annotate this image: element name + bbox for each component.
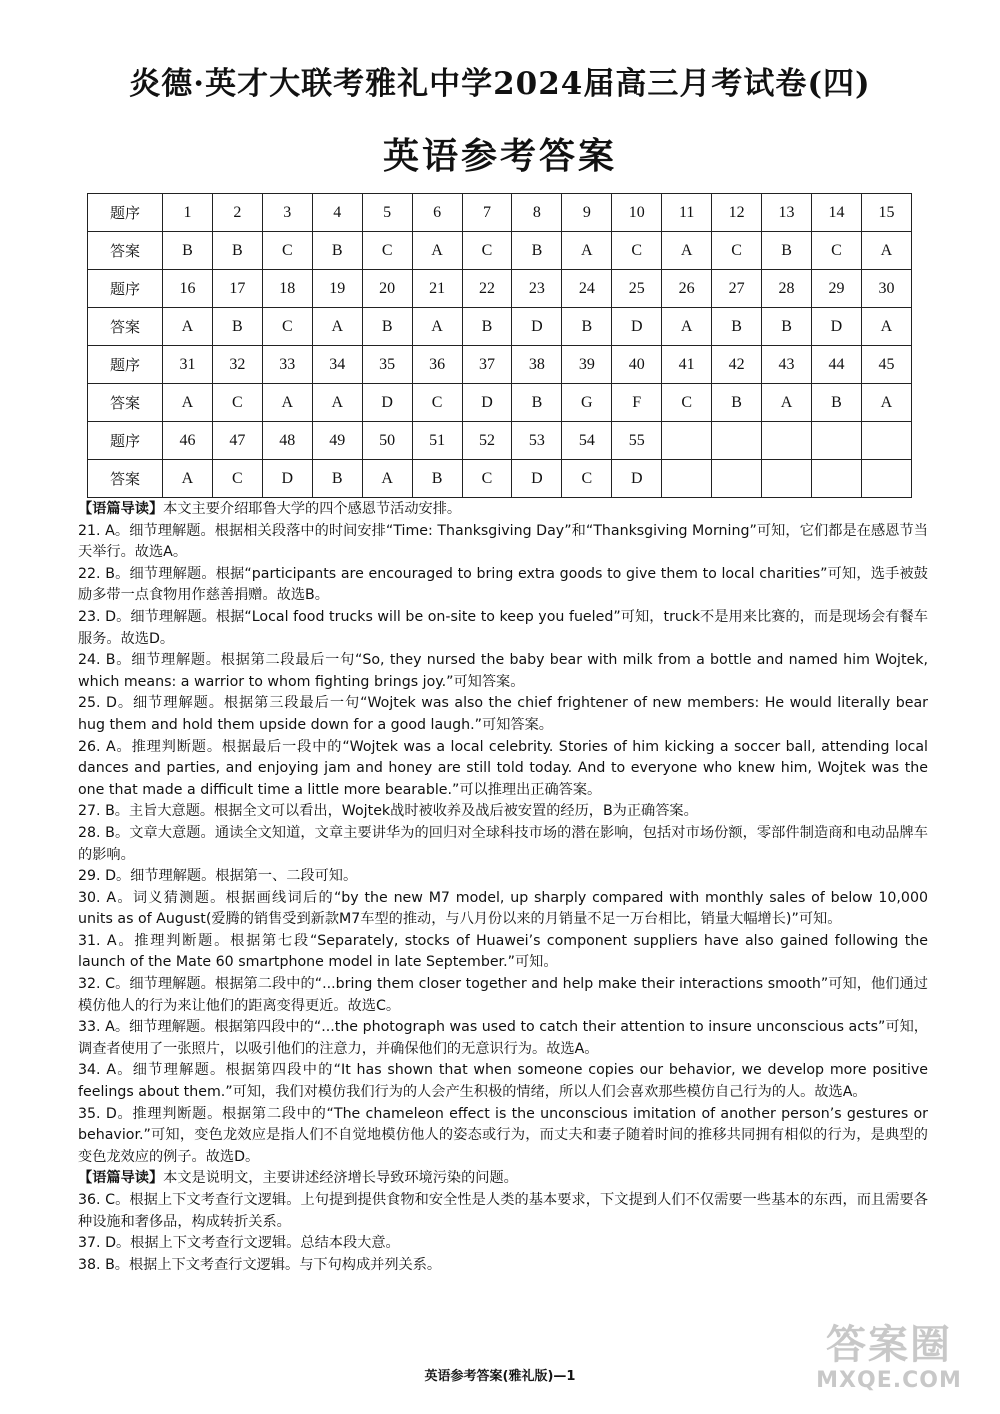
answer-explanation: 32. C。细节理解题。根据第二段中的“...bring them closer together and help make their interactions smooth”可知，他们通过模仿他人的行为来让他们的距离变得更近。故选C。 (78, 976, 928, 1014)
answer-cell: D (512, 460, 562, 498)
answer-row (88, 460, 912, 498)
explanation-group-2 (78, 1190, 928, 1276)
answer-explanation: 28. B。文章大意题。通读全文知道，文章主要讲华为的回归对全球科技市场的潜在影响，包括对市场份额，零部件制造商和电动品牌车的影响。 (78, 824, 928, 863)
answer-cell (662, 460, 712, 498)
row-label: 题序 (88, 346, 163, 384)
question-number-cell: 32 (212, 346, 262, 384)
answer-cell (861, 460, 911, 498)
answer-row (88, 232, 912, 270)
answer-cell: A (662, 232, 712, 270)
question-number-cell: 23 (512, 270, 562, 308)
question-number-cell: 8 (512, 194, 562, 232)
question-number-cell: 36 (412, 346, 462, 384)
question-number-cell: 54 (562, 422, 612, 460)
page-footer: 英语参考答案(雅礼版)—1 (424, 1369, 576, 1384)
question-number-cell: 50 (362, 422, 412, 460)
answer-cell: A (312, 384, 362, 422)
answer-cell: A (362, 460, 412, 498)
question-number-cell: 30 (861, 270, 911, 308)
answer-cell: B (163, 232, 213, 270)
question-number-cell: 55 (612, 422, 662, 460)
answer-cell: D (512, 308, 562, 346)
question-number-cell: 14 (811, 194, 861, 232)
question-number-cell: 48 (262, 422, 312, 460)
answer-cell: B (512, 232, 562, 270)
answer-cell: C (212, 460, 262, 498)
answer-cell: B (412, 460, 462, 498)
answer-cell: B (362, 308, 412, 346)
question-number-cell: 33 (262, 346, 312, 384)
question-number-cell (662, 422, 712, 460)
answer-explanation: 33. A。细节理解题。根据第四段中的“...the photograph was used to catch their attention to insure unconscious acts”可知，调查者使用了一张照片，以吸引他们的注意力，并确保他们的无意识行为。故选A。 (78, 1019, 928, 1057)
question-number-cell: 51 (412, 422, 462, 460)
answer-cell: C (212, 384, 262, 422)
answer-explanation: 38. B。根据上下文考查行文逻辑。与下句构成并列关系。 (78, 1256, 442, 1273)
question-number-cell: 39 (562, 346, 612, 384)
answer-cell: D (462, 384, 512, 422)
answer-cell: D (362, 384, 412, 422)
question-number-cell: 29 (811, 270, 861, 308)
answer-cell: B (212, 232, 262, 270)
question-number-cell: 22 (462, 270, 512, 308)
answer-explanation: 22. B。细节理解题。根据“participants are encouraged to bring extra goods to give them to local charities”可知，选手被鼓励多带一点食物用作慈善捐赠。故选B。 (78, 565, 928, 604)
question-number-cell (712, 422, 762, 460)
answer-cell: C (662, 384, 712, 422)
answer-cell: D (811, 308, 861, 346)
answer-cell (811, 460, 861, 498)
question-number-cell: 47 (212, 422, 262, 460)
answer-cell (712, 460, 762, 498)
guide-tag: 【语篇导读】 (78, 501, 164, 517)
question-number-row (88, 194, 912, 232)
question-number-cell (762, 422, 812, 460)
watermark-logo-text: 答案圈 (826, 1322, 952, 1368)
question-number-cell: 10 (612, 194, 662, 232)
answer-cell: C (262, 308, 312, 346)
answer-explanation: 23. D。细节理解题。根据“Local food trucks will be on-site to keep you fueled”可知，truck不是用来比赛的，而是现场会有餐车服务。故选D。 (78, 608, 928, 647)
answer-cell: A (412, 232, 462, 270)
answer-cell: B (712, 308, 762, 346)
row-label: 答案 (88, 384, 163, 422)
reading-guide-2 (78, 1168, 928, 1190)
question-number-cell: 49 (312, 422, 362, 460)
answer-explanation: 37. D。根据上下文考查行文逻辑。总结本段大意。 (78, 1235, 400, 1252)
answer-row (88, 384, 912, 422)
answer-explanation: 31. A。推理判断题。根据第七段“Separately, stocks of Huawei’s component suppliers have also gained following the launch of the Mate 60 smartphone model in late September.”可知。 (78, 932, 928, 971)
answer-cell: C (462, 460, 512, 498)
answer-cell: A (312, 308, 362, 346)
question-number-row (88, 422, 912, 460)
question-number-cell: 5 (362, 194, 412, 232)
answer-cell: C (262, 232, 312, 270)
answer-explanation: 27. B。主旨大意题。根据全文可以看出，Wojtek战时被收养及战后被安置的经历，B为正确答案。 (78, 803, 698, 820)
answer-cell: B (462, 308, 512, 346)
question-number-cell: 6 (412, 194, 462, 232)
question-number-cell: 37 (462, 346, 512, 384)
watermark-url: MXQE.COM (816, 1368, 962, 1393)
answer-explanation: 25. D。细节理解题。根据第三段最后一句“Wojtek was also the chief frightener of new members: He would literally bear hug them and hold them upside down for a good laugh.”可知答案。 (78, 695, 928, 733)
question-number-cell: 40 (612, 346, 662, 384)
question-number-cell: 16 (163, 270, 213, 308)
row-label: 答案 (88, 460, 163, 498)
question-number-cell: 41 (662, 346, 712, 384)
question-number-row (88, 270, 912, 308)
answer-explanation: 24. B。细节理解题。根据第二段最后一句“So, they nursed the baby bear with milk from a bottle and named him Wojtek, which means: a warrior to whom fighting brings joy.”可知答案。 (78, 652, 928, 690)
answer-cell: C (412, 384, 462, 422)
answer-cell: B (312, 232, 362, 270)
reading-guide-1 (78, 499, 928, 521)
question-number-cell: 34 (312, 346, 362, 384)
answer-cell: A (163, 308, 213, 346)
answer-cell: F (612, 384, 662, 422)
question-number-cell: 38 (512, 346, 562, 384)
row-label: 题序 (88, 270, 163, 308)
guide-text: 本文是说明文，主要讲述经济增长导致环境污染的问题。 (163, 1170, 518, 1187)
answer-cell: C (612, 232, 662, 270)
question-number-cell (811, 422, 861, 460)
question-number-cell: 1 (163, 194, 213, 232)
answer-table (87, 193, 912, 498)
question-number-cell: 7 (462, 194, 512, 232)
answer-cell: C (562, 460, 612, 498)
question-number-cell: 12 (712, 194, 762, 232)
row-label: 题序 (88, 422, 163, 460)
row-label: 答案 (88, 308, 163, 346)
answer-cell: A (412, 308, 462, 346)
question-number-cell: 2 (212, 194, 262, 232)
answer-cell: D (262, 460, 312, 498)
answer-cell: A (861, 308, 911, 346)
answer-cell: B (762, 308, 812, 346)
question-number-cell (861, 422, 911, 460)
question-number-cell: 9 (562, 194, 612, 232)
question-number-cell: 43 (762, 346, 812, 384)
answer-explanation: 21. A。细节理解题。根据相关段落中的时间安排“Time: Thanksgiving Day”和“Thanksgiving Morning”可知，它们都是在感恩节当天举行。故选A。 (78, 522, 928, 561)
question-number-cell: 53 (512, 422, 562, 460)
question-number-cell: 19 (312, 270, 362, 308)
question-number-cell: 20 (362, 270, 412, 308)
question-number-cell: 45 (861, 346, 911, 384)
question-number-cell: 31 (163, 346, 213, 384)
question-number-cell: 18 (262, 270, 312, 308)
row-label: 题序 (88, 194, 163, 232)
question-number-cell: 27 (712, 270, 762, 308)
question-number-cell: 25 (612, 270, 662, 308)
answer-row (88, 308, 912, 346)
answer-cell: D (612, 308, 662, 346)
question-number-cell: 24 (562, 270, 612, 308)
question-number-cell: 46 (163, 422, 213, 460)
answer-cell: A (262, 384, 312, 422)
answer-cell: D (612, 460, 662, 498)
answer-cell (762, 460, 812, 498)
page-header-title: 炎德·英才大联考雅礼中学2024届高三月考试卷(四) (129, 66, 871, 102)
answer-cell: A (662, 308, 712, 346)
answer-cell: A (762, 384, 812, 422)
question-number-row (88, 346, 912, 384)
answer-explanation: 26. A。推理判断题。根据最后一段中的“Wojtek was a local celebrity. Stories of him kicking a soccer ball, attending local dances and parties, and enjoying jam and honey are still told today. And to everyone who knew him, Wojtek was the one that made a difficult time a little more bearable.”可以推理出正确答案。 (78, 738, 928, 798)
answer-cell: B (712, 384, 762, 422)
answer-explanation: 35. D。推理判断题。根据第二段中的“The chameleon effect is the unconscious imitation of another person’s gestures or behavior.”可知，变色龙效应是指人们不自觉地模仿他人的姿态或行为，而丈夫和妻子随着时间的推移共同拥有相似的行为，是典型的变色龙效应的例子。故选D。 (78, 1105, 928, 1165)
question-number-cell: 26 (662, 270, 712, 308)
answer-cell: A (861, 384, 911, 422)
question-number-cell: 13 (762, 194, 812, 232)
answer-cell: B (762, 232, 812, 270)
question-number-cell: 44 (811, 346, 861, 384)
question-number-cell: 4 (312, 194, 362, 232)
answer-cell: C (362, 232, 412, 270)
answer-explanation: 34. A。细节理解题。根据第四段中的“It has shown that when someone copies our behavior, we develop more positive feelings about them.”可知，我们对模仿我们行为的人会产生积极的情绪，所以人们会喜欢那些模仿自己行为的人。故选A。 (78, 1062, 928, 1101)
answer-cell: A (163, 460, 213, 498)
question-number-cell: 3 (262, 194, 312, 232)
answer-explanation: 29. D。细节理解题。根据第一、二段可知。 (78, 868, 358, 885)
answer-cell: B (562, 308, 612, 346)
question-number-cell: 52 (462, 422, 512, 460)
question-number-cell: 15 (861, 194, 911, 232)
explanations (78, 499, 928, 1276)
watermark-logo (804, 1322, 974, 1402)
question-number-cell: 35 (362, 346, 412, 384)
row-label: 答案 (88, 232, 163, 270)
answer-cell: A (163, 384, 213, 422)
answer-cell: B (212, 308, 262, 346)
answer-explanation: 30. A。词义猜测题。根据画线词后的“by the new M7 model, up sharply compared with monthly sales of below 10,000 units as of August(爱腾的销售受到新款M7车型的推动，与八月份以来的月销量不足一万台相比，销量大幅增长)”可知。 (78, 889, 928, 928)
question-number-cell: 42 (712, 346, 762, 384)
answer-explanation: 36. C。根据上下文考查行文逻辑。上句提到提供食物和安全性是人类的基本要求，下文提到人们不仅需要一些基本的东西，而且需要各种设施和奢侈品，构成转折关系。 (78, 1192, 928, 1230)
question-number-cell: 21 (412, 270, 462, 308)
document-title: 英语参考答案 (382, 136, 617, 177)
answer-cell: C (811, 232, 861, 270)
question-number-cell: 28 (762, 270, 812, 308)
explanation-group-1 (78, 521, 928, 1169)
answer-cell: G (562, 384, 612, 422)
answer-cell: B (811, 384, 861, 422)
answer-cell: C (712, 232, 762, 270)
guide-text: 本文主要介绍耶鲁大学的四个感恩节活动安排。 (163, 501, 462, 517)
question-number-cell: 11 (662, 194, 712, 232)
question-number-cell: 17 (212, 270, 262, 308)
answer-cell: B (312, 460, 362, 498)
answer-cell: A (562, 232, 612, 270)
answer-cell: B (512, 384, 562, 422)
answer-cell: C (462, 232, 512, 270)
answer-cell: A (861, 232, 911, 270)
guide-tag: 【语篇导读】 (78, 1170, 164, 1187)
